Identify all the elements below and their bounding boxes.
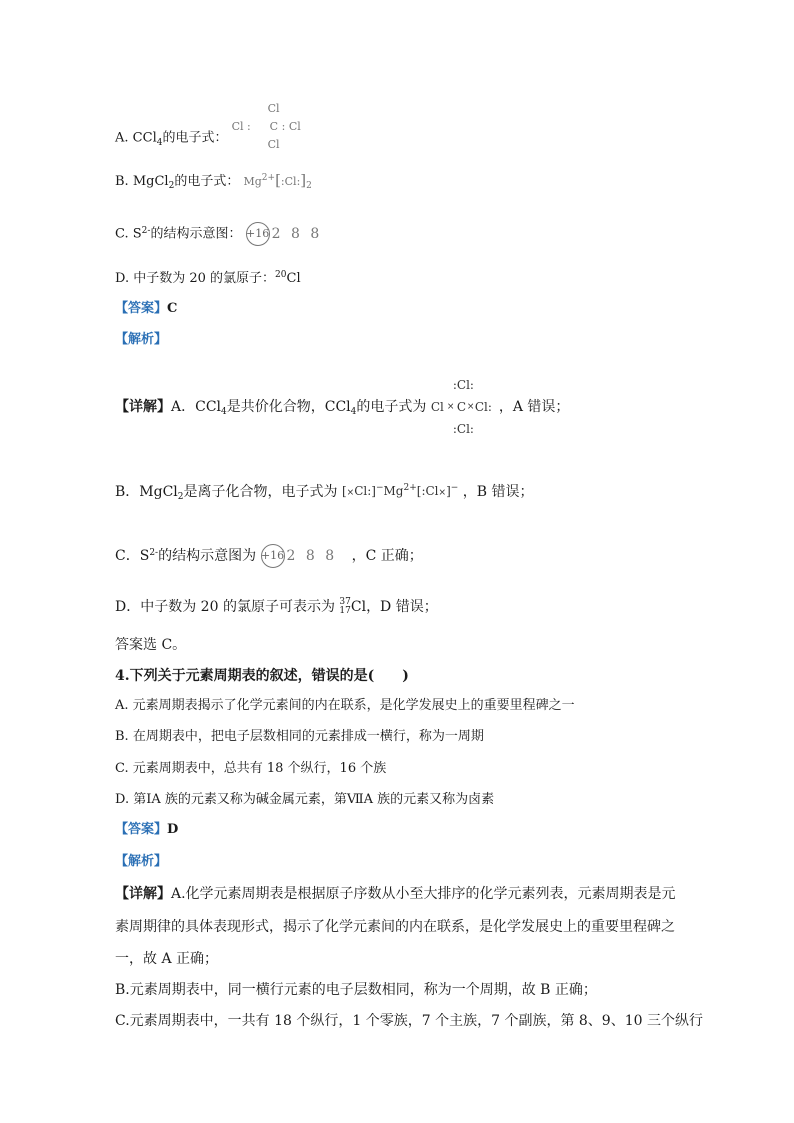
ccl4-electron-formula: Cl Cl : C : Cl Cl	[231, 102, 301, 151]
detail-d: D．中子数为 20 的氯原子可表示为 37 17 Cl，D 错误；	[115, 597, 438, 616]
q4-option-c: C. 元素周期表中，总共有 18 个纵行，16 个族	[115, 761, 387, 776]
detail-a: 【详解】A．CCl$_4$是共价化合物，CCl$_4$的电子式为 :Cl: Cl × C × Cl: :Cl: ，A 错误；	[115, 378, 570, 436]
q4-detail-line-3: 一，故 A 正确；	[115, 951, 219, 967]
q4-detail-line-1: 【详解】A.化学元素周期表是根据原子序数从小至大排序的化学元素列表，元素周期表是元	[115, 886, 676, 902]
mgcl2-electron-formula: $Mg^{2+}[:Cl:]_2$	[243, 171, 312, 191]
q4-answer-row: 【答案】D	[115, 822, 179, 837]
answer-value: D	[167, 822, 179, 837]
answer-value: C	[167, 301, 178, 316]
option-a: A. CCl$_4$的电子式： Cl Cl : C : Cl Cl	[115, 118, 312, 158]
isotope-notation: 37 17	[339, 597, 351, 616]
answer-row: 【答案】C	[115, 301, 178, 316]
detail-c: C．$S^{2-}$的结构示意图为 +16 2 8 8 ，C 正确；	[115, 544, 423, 568]
q4-analysis-heading: 【解析】	[115, 854, 168, 869]
option-b: B. MgCl$_2$的电子式： $Mg^{2+}[:Cl:]_2$	[115, 171, 312, 191]
sulfide-ion-detail-diagram	[261, 544, 338, 568]
electron-shells: 2 8 8	[286, 548, 338, 564]
conclusion: 答案选 C。	[115, 637, 187, 653]
electron-shells: 2 8 8	[271, 226, 323, 242]
option-c: C. $S^{2-}$的结构示意图： +16 2 8 8	[115, 222, 322, 246]
q4-detail-line-4: B.元素周期表中，同一横行元素的电子层数相同，称为一个周期，故 B 正确；	[115, 982, 597, 998]
analysis-heading: 【解析】	[115, 332, 168, 347]
option-d: D. 中子数为 20 的氯原子：$^{20}$Cl	[115, 270, 301, 286]
q4-detail-line-2: 素周期律的具体表现形式，揭示了化学元素间的内在联系，是化学发展史上的重要里程碑之	[115, 919, 675, 935]
q4-detail-line-5: C.元素周期表中，一共有 18 个纵行，1 个零族，7 个主族，7 个副族，第 8、9、10 三个纵行	[115, 1013, 703, 1029]
ccl4-detail-formula: :Cl: Cl × C × Cl: :Cl:	[430, 378, 492, 436]
sulfide-ion-structure-diagram	[246, 222, 323, 246]
nucleus: +16	[246, 222, 270, 246]
detail-b: B．MgCl$_2$是离子化合物，电子式为 $[\times Cl:]^-Mg^{2+}[:Cl\times]^-$ ，B 错误；	[115, 483, 534, 502]
mgcl2-detail-formula: $[\times Cl:]^-Mg^{2+}[:Cl\times]^-$	[341, 483, 459, 498]
q4-option-a: A. 元素周期表揭示了化学元素间的内在联系，是化学发展史上的重要里程碑之一	[115, 698, 575, 713]
q4-option-b: B. 在周期表中，把电子层数相同的元素排成一横行，称为一周期	[115, 729, 484, 744]
option-label: A.	[115, 130, 129, 146]
q4-option-d: D. 第ⅠA 族的元素又称为碱金属元素，第ⅦA 族的元素又称为卤素	[115, 792, 495, 807]
question-4-title: 4.下列关于元素周期表的叙述，错误的是( )	[115, 668, 409, 684]
nucleus: +16	[261, 544, 285, 568]
